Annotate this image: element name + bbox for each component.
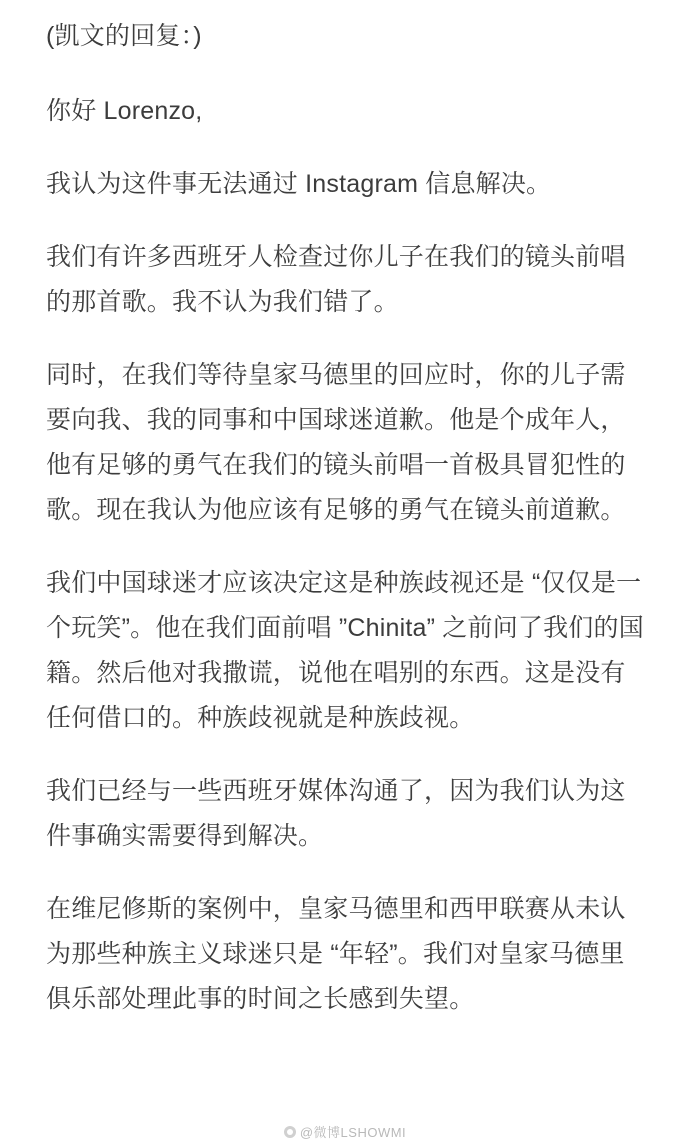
paragraph-greeting: 你好 Lorenzo,: [46, 97, 203, 125]
paragraph-1: 我认为这件事无法通过 Instagram 信息解决。: [46, 170, 552, 198]
paragraph-6: 在维尼修斯的案例中，皇家马德里和西甲联赛从未认为那些种族主义球迷只是 “年轻”。我们对皇家马德里俱乐部处理此事的时间之长感到失望。: [46, 895, 626, 1013]
weibo-icon: [284, 1126, 296, 1138]
watermark: [0, 1122, 690, 1141]
paragraph-4: 我们中国球迷才应该决定这是种族歧视还是 “仅仅是一个玩笑”。他在我们面前唱 ”Chinita” 之前问了我们的国籍。然后他对我撒谎，说他在唱别的东西。这是没有任何借口的。种族歧视就是种族歧视。: [46, 569, 644, 732]
paragraph-5: 我们已经与一些西班牙媒体沟通了，因为我们认为这件事确实需要得到解决。: [46, 777, 626, 850]
paragraph-2: 我们有许多西班牙人检查过你儿子在我们的镜头前唱的那首歌。我不认为我们错了。: [46, 243, 626, 316]
watermark-text: @微博LSHOWMI: [299, 1125, 407, 1140]
paragraph-3: 同时，在我们等待皇家马德里的回应时，你的儿子需要向我、我的同事和中国球迷道歉。他是个成年人，他有足够的勇气在我们的镜头前唱一首极具冒犯性的歌。现在我认为他应该有足够的勇气在镜头前道歉。: [46, 361, 626, 524]
paragraph-intro: (凯文的回复：): [46, 22, 202, 50]
